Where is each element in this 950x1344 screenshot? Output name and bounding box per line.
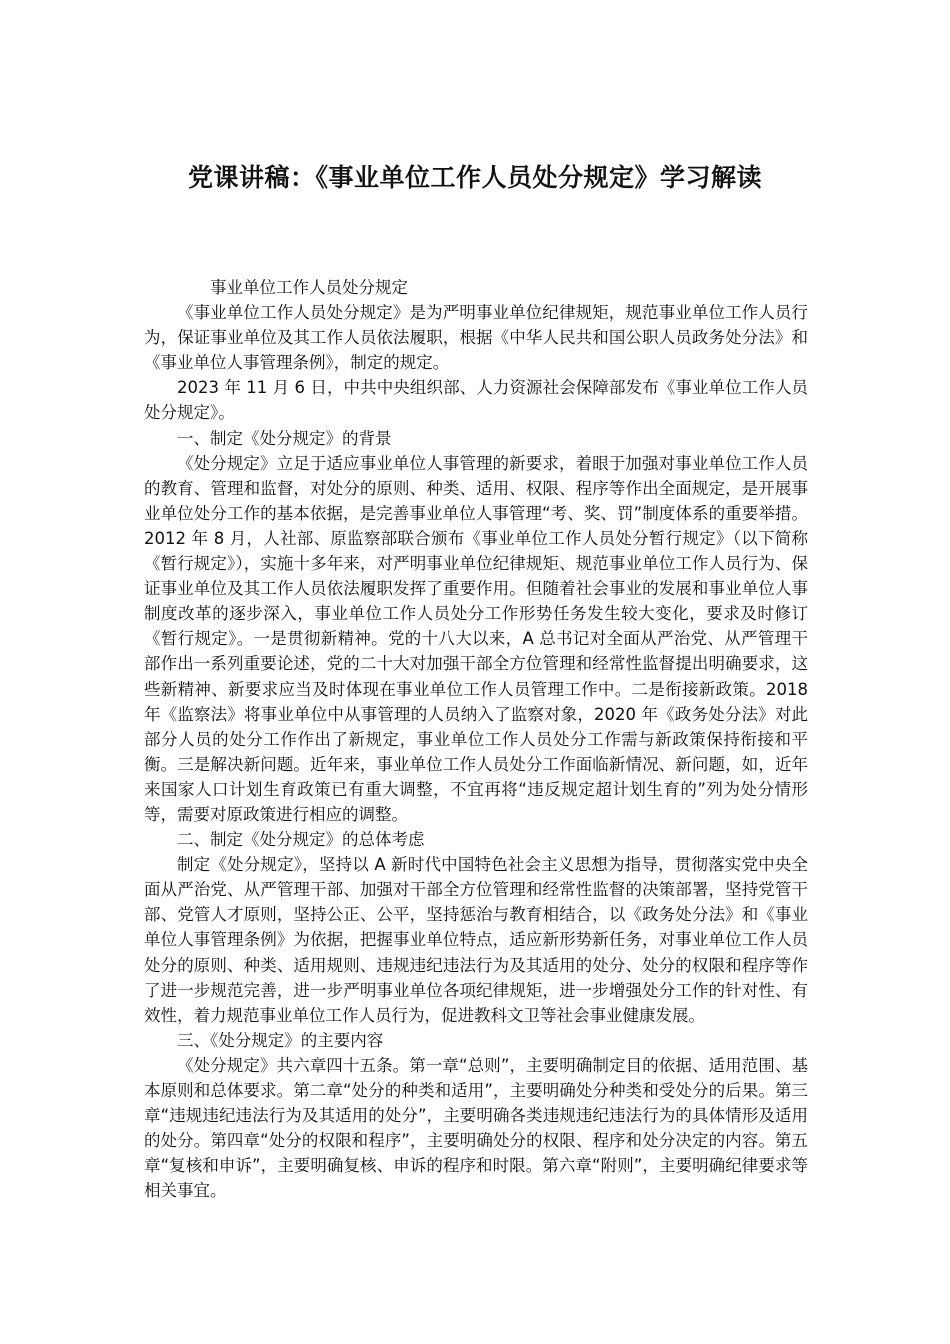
section-heading-main-content: 三、《处分规定》的主要内容 <box>177 1030 384 1050</box>
paragraph-considerations: 制定《处分规定》，坚持以 A 新时代中国特色社会主义思想为指导，贯彻落实党中央全面从严治党、从严管理干部、加强对干部全方位管理和经常性监督的决策部署，坚持党管干部、党管人才原则，坚持公正、公平，坚持惩治与教育相结合，以《政务处分法》和《事业单位人事管理条例》为依据，把握事业单位特点，适应新形势新任务，对事业单位工作人员处分的原则、种类、适用规则、违规违纪违法行为及其适用的处分、处分的权限和程序等作了进一步规范完善，进一步严明事业单位各项纪律规矩，进一步增强处分工作的针对性、有效性，着力规范事业单位工作人员行为，促进教科文卫等社会事业健康发展。 <box>144 855 808 1025</box>
section-heading-background: 一、制定《处分规定》的背景 <box>177 428 392 448</box>
paragraph-intro: 《事业单位工作人员处分规定》是为严明事业单位纪律规矩，规范事业单位工作人员行为，保证事业单位及其工作人员依法履职，根据《中华人民共和国公职人员政务处分法》和《事业单位人事管理条例》，制定的规定。 <box>144 303 808 373</box>
paragraph-main-content: 《处分规定》共六章四十五条。第一章“总则”，主要明确制定目的依据、适用范围、基本原则和总体要求。第二章“处分的种类和适用”，主要明确处分种类和受处分的后果。第三章“违规违纪违法行为及其适用的处分”，主要明确各类违规违纪违法行为的具体情形及适用的处分。第四章“处分的权限和程序”，主要明确处分的权限、程序和处分决定的内容。第五章“复核和申诉”，主要明确复核、申诉的程序和时限。第六章“附则”，主要明确纪律要求等相关事宜。 <box>144 1055 808 1201</box>
paragraph-release-date: 2023 年 11 月 6 日，中共中央组织部、人力资源社会保障部发布《事业单位工作人员处分规定》。 <box>144 378 808 423</box>
document-body <box>144 275 808 1203</box>
paragraph-background: 《处分规定》立足于适应事业单位人事管理的新要求，着眼于加强对事业单位工作人员的教育、管理和监督，对处分的原则、种类、适用、权限、程序等作出全面规定，是开展事业单位处分工作的基本依据，是完善事业单位人事管理“考、奖、罚”制度体系的重要举措。2012 年 8 月，人社部、原监察部联合颁布《事业单位工作人员处分暂行规定》（以下简称《暂行规定》），实施十多年来，对严明事业单位纪律规矩、规范事业单位工作人员行为、保证事业单位及其工作人员依法履职发挥了重要作用。但随着社会事业的发展和事业单位人事制度改革的逐步深入，事业单位工作人员处分工作形势任务发生较大变化，要求及时修订《暂行规定》。一是贯彻新精神。党的十八大以来，A 总书记对全面从严治党、从严管理干部作出一系列重要论述，党的二十大对加强干部全方位管理和经常性监督提出明确要求，这些新精神、新要求应当及时体现在事业单位工作人员管理工作中。二是衔接新政策。2018 年《监察法》将事业单位中从事管理的人员纳入了监察对象，2020 年《政务处分法》对此部分人员的处分工作作出了新规定，事业单位工作人员处分工作需与新政策保持衔接和平衡。三是解决新问题。近年来，事业单位工作人员处分工作面临新情况、新问题，如，近年来国家人口计划生育政策已有重大调整，不宜再将“违反规定超计划生育的”列为处分情形等，需要对原政策进行相应的调整。 <box>144 453 808 824</box>
section-heading-considerations: 二、制定《处分规定》的总体考虑 <box>177 830 425 850</box>
document-subtitle: 事业单位工作人员处分规定 <box>210 278 408 297</box>
document-title: 党课讲稿：《事业单位工作人员处分规定》学习解读 <box>187 163 762 192</box>
